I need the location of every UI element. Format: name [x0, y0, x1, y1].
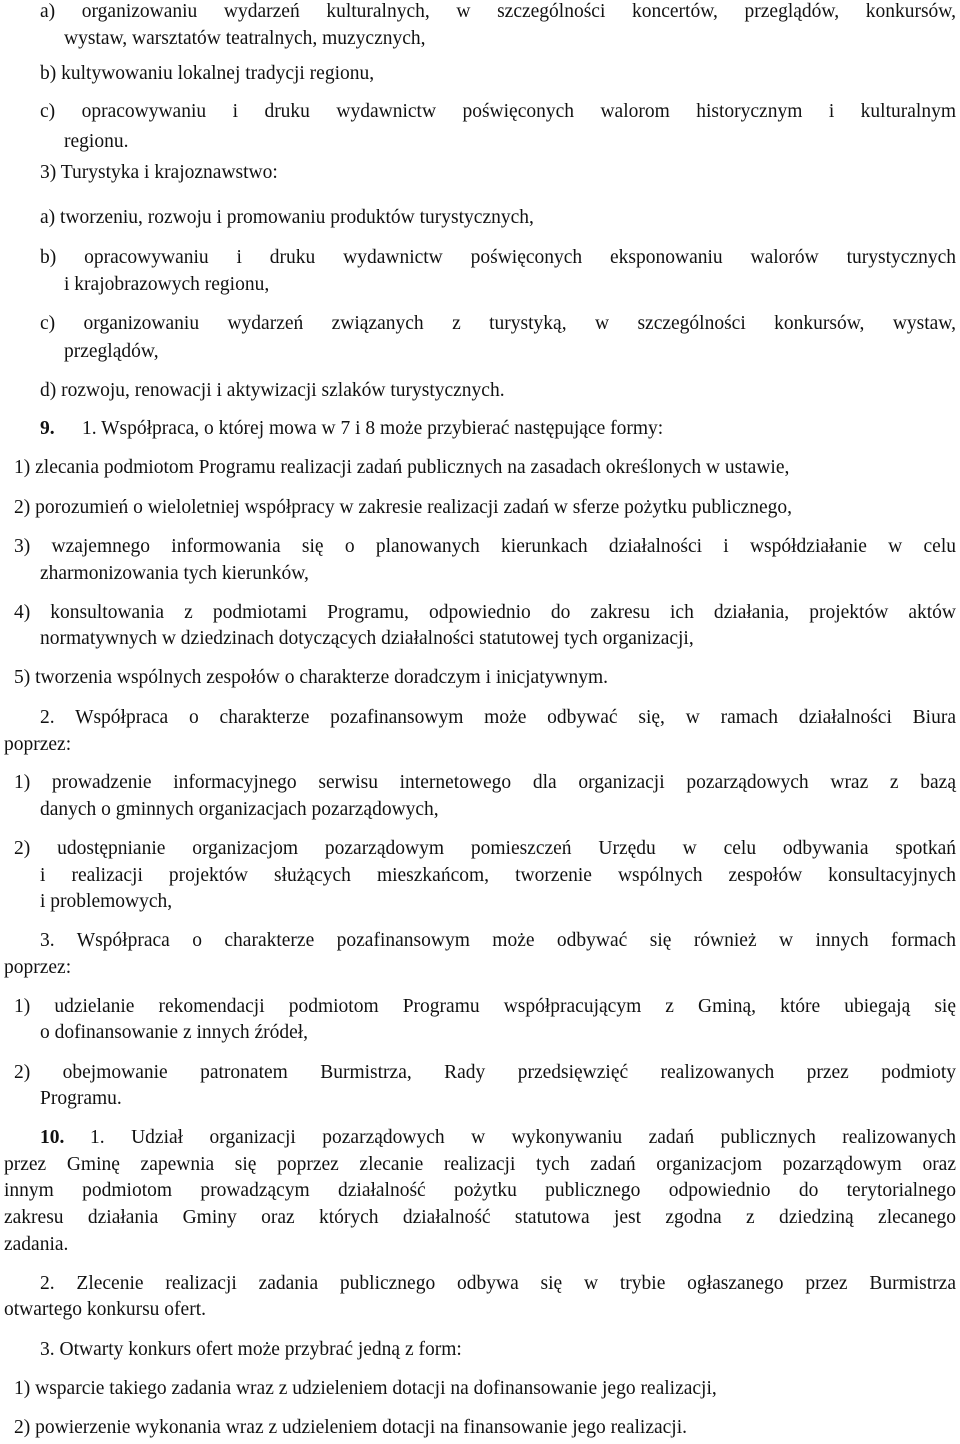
- list-item-line: b) kultywowaniu lokalnej tradycji regionu,: [40, 63, 375, 84]
- list-item-line: Programu.: [40, 1088, 122, 1109]
- list-item-line: i problemowych,: [40, 891, 173, 912]
- list-item-line: 2) obejmowanie patronatem Burmistrza, Rady przedsięwzięć realizowanych przez podmioty: [14, 1062, 956, 1083]
- list-item-line: 2) powierzenie wykonania wraz z udzieleniem dotacji na finansowanie jego realizacji.: [14, 1417, 687, 1438]
- list-item-line: 3) wzajemnego informowania się o planowanych kierunkach działalności i współdziałanie w celu: [14, 536, 956, 557]
- paragraph-line: poprzez:: [4, 734, 72, 755]
- list-item-line: normatywnych w dziedzinach dotyczących działalności statutowej tych organizacji,: [40, 628, 694, 649]
- list-item-line: i krajobrazowych regionu,: [64, 274, 270, 295]
- paragraph-line: 3. Współpraca o charakterze pozafinansowym może odbywać się również w innych formach: [40, 930, 956, 951]
- list-item-line: a) tworzeniu, rozwoju i promowaniu produktów turystycznych,: [40, 207, 534, 228]
- paragraph-line: 1. Udział organizacji pozarządowych w wykonywaniu zadań publicznych realizowanych: [90, 1127, 956, 1148]
- list-item-line: c) organizowaniu wydarzeń związanych z turystyką, w szczególności konkursów, wystaw,: [40, 313, 956, 334]
- list-item-line: 4) konsultowania z podmiotami Programu, odpowiednio do zakresu ich działania, projektów aktów: [14, 602, 956, 623]
- list-item-line: d) rozwoju, renowacji i aktywizacji szlaków turystycznych.: [40, 380, 505, 401]
- paragraph-line: otwartego konkursu ofert.: [4, 1299, 206, 1320]
- list-item-line: regionu.: [64, 131, 129, 152]
- paragraph-line: 2. Współpraca o charakterze pozafinansowym może odbywać się, w ramach działalności Biura: [40, 707, 956, 728]
- paragraph-line: zakresu działania Gminy oraz których działalność statutowa jest zgodna z dziedziną zlecanego: [4, 1207, 956, 1228]
- list-item-line: b) opracowywaniu i druku wydawnictw poświęconych eksponowaniu walorów turystycznych: [40, 247, 956, 268]
- paragraph-line: 3. Otwarty konkurs ofert może przybrać jedną z form:: [40, 1339, 462, 1360]
- list-item-line: 5) tworzenia wspólnych zespołów o charakterze doradczym i inicjatywnym.: [14, 667, 608, 688]
- list-item-line: a) organizowaniu wydarzeń kulturalnych, w szczególności koncertów, przeglądów, konkursów,: [40, 1, 956, 22]
- paragraph-line: przez Gminę zapewnia się poprzez zlecanie realizacji tych zadań organizacjom pozarządowym oraz: [4, 1154, 956, 1175]
- paragraph-line: poprzez:: [4, 957, 72, 978]
- paragraph-line: zadania.: [4, 1234, 69, 1255]
- list-item-line: 2) udostępnianie organizacjom pozarządowym pomieszczeń Urzędu w celu odbywania spotkań: [14, 838, 956, 859]
- list-item-line: c) opracowywaniu i druku wydawnictw poświęconych walorom historycznym i kulturalnym: [40, 101, 956, 122]
- list-item-line: 1) wsparcie takiego zadania wraz z udzieleniem dotacji na dofinansowanie jego realizacji,: [14, 1378, 717, 1399]
- list-item-line: 1) udzielanie rekomendacji podmiotom Programu współpracującym z Gminą, które ubiegają się: [14, 996, 956, 1017]
- list-item-line: zharmonizowania tych kierunków,: [40, 563, 309, 584]
- list-item-line: 2) porozumień o wieloletniej współpracy w zakresie realizacji zadań w sferze pożytku publicznego,: [14, 497, 793, 518]
- list-item-line: i realizacji projektów służących mieszkańcom, tworzenie wspólnych zespołów konsultacyjnych: [40, 865, 956, 886]
- list-item-line: danych o gminnych organizacjach pozarządowych,: [40, 799, 439, 820]
- list-item-line: o dofinansowanie z innych źródeł,: [40, 1022, 309, 1043]
- list-item-line: 1) zlecania podmiotom Programu realizacji zadań publicznych na zasadach określonych w ustawie,: [14, 457, 790, 478]
- section-number: 9.: [40, 418, 55, 439]
- list-item-line: 1) prowadzenie informacyjnego serwisu internetowego dla organizacji pozarządowych wraz z bazą: [14, 772, 956, 793]
- list-item-line: przeglądów,: [64, 341, 159, 362]
- section-number: 10.: [40, 1127, 65, 1148]
- paragraph-line: innym podmiotom prowadzącym działalność pożytku publicznego odpowiednio do terytorialnego: [4, 1180, 956, 1201]
- paragraph-line: 1. Współpraca, o której mowa w 7 i 8 może przybierać następujące formy:: [82, 418, 664, 439]
- section-heading: 3) Turystyka i krajoznawstwo:: [40, 162, 278, 183]
- paragraph-line: 2. Zlecenie realizacji zadania publicznego odbywa się w trybie ogłaszanego przez Burmistrza: [40, 1273, 956, 1294]
- list-item-line: wystaw, warsztatów teatralnych, muzycznych,: [64, 28, 426, 49]
